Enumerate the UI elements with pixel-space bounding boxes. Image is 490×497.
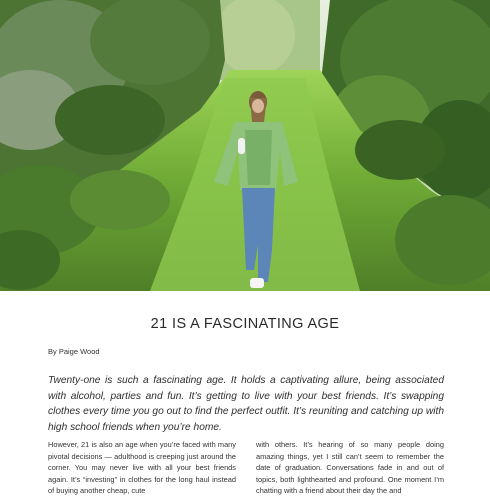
article-body-left-column: However, 21 is also an age when you’re faced with many pivotal decisions — adulthood is creeping just around the corner. You may never live with all your best friends again. It’s “investing” in clothes for the long haul instead of buying another cheap, cute [48, 440, 236, 496]
article-intro: Twenty-one is such a fascinating age. It holds a captivating allure, being associated with alcohol, parties and fun. It’s getting to live with your best friends. It’s swapping clothes every time you go out to find the perfect outfit. It’s reuniting and catching up with high school friends when you’re home. [48, 375, 444, 433]
article-byline: By Paige Wood [48, 347, 100, 356]
article-title: 21 IS A FASCINATING AGE [150, 316, 340, 332]
article-body-right-column: with others. It’s hearing of so many people doing amazing things, yet I still can’t seem to remember the date of graduation. Conversations fade in and out of topics, both lighthearted and profound. One moment I’m chatting with a friend about their day the and [256, 440, 444, 496]
